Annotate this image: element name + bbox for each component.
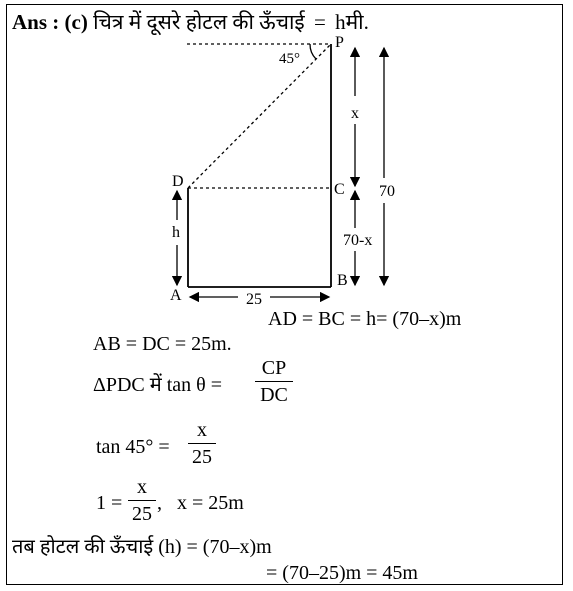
fraction-denominator: 25 — [132, 503, 152, 525]
heading-text: चित्र में दूसरे होटल की ऊँचाई — [93, 10, 305, 34]
line3-prefix: ΔPDC में tan θ = — [93, 374, 223, 396]
length-70-label: 70 — [379, 183, 395, 200]
answer-label: Ans : (c) — [12, 10, 88, 34]
length-x-label: x — [351, 105, 359, 122]
fraction-denominator: DC — [260, 384, 288, 406]
fraction-denominator: 25 — [192, 446, 212, 468]
length-70x-label: 70-x — [343, 232, 373, 249]
point-b-label: B — [337, 272, 348, 289]
fraction-cp-dc — [255, 358, 293, 405]
point-a-label: A — [170, 287, 182, 304]
fraction-numerator: x — [137, 476, 147, 498]
solution-line-7: = (70–25)m = 45m — [266, 562, 418, 584]
heading-unknown: hमी. — [335, 10, 369, 34]
heading-equals: = — [314, 10, 326, 34]
fraction-x-25 — [188, 420, 216, 467]
point-p-label: P — [335, 34, 344, 51]
fraction-numerator: x — [197, 419, 207, 441]
solution-line-1: AD = BC = h= (70–x)m — [268, 308, 462, 330]
angle-label: 45° — [279, 51, 300, 67]
point-c-label: C — [334, 181, 345, 198]
fraction-x-25-second — [128, 477, 156, 524]
line4-prefix: tan 45° = — [96, 436, 170, 458]
solution-line-5 — [96, 493, 122, 513]
solution-line-2: AB = DC = 25m. — [93, 333, 232, 355]
length-h-label: h — [172, 224, 180, 241]
solution-line-6: तब होटल की ऊँचाई (h) = (70–x)m — [12, 536, 272, 558]
line5-prefix: 1 = — [96, 492, 123, 514]
line-of-sight-dp — [188, 44, 331, 188]
angle-arc — [310, 44, 316, 59]
line5-suffix: , x = 25m — [157, 492, 244, 514]
fraction-numerator: CP — [261, 357, 287, 379]
point-d-label: D — [172, 173, 184, 190]
solution-line-3 — [93, 375, 222, 395]
length-25-label: 25 — [246, 291, 262, 308]
solution-line-4 — [96, 437, 170, 457]
